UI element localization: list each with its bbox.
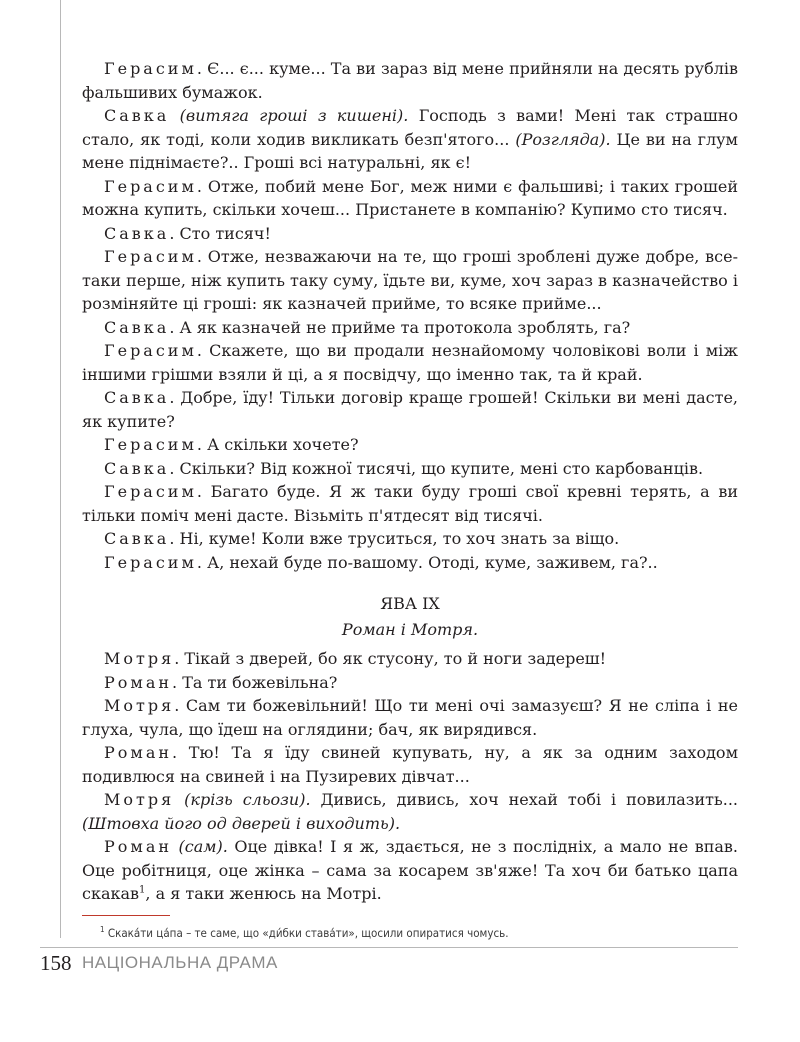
stage-direction: (Штовха його од дверей і виходить). [82,813,401,833]
dialogue-line [82,527,738,551]
speaker-name: Герасим [104,59,197,78]
line-text: Та ти божевільна? [182,672,338,692]
dialogue-line [82,57,738,104]
dialogue-line [82,788,738,835]
speaker-separator: . [169,317,180,337]
speaker-name: Роман [104,837,173,856]
speaker-separator: . [169,388,181,407]
running-title: НАЦІОНАЛЬНА ДРАМА [82,953,278,972]
line-text: Сам ти божевільний! Що ти мені очі замазуєш? Я не сліпа і не глуха, чула, що їдеш на оглядини; бач, як вирядився. [82,696,739,739]
footer-rule [40,947,738,948]
scene-heading: ЯВА IX [380,594,440,613]
line-text: Скажете, що ви продали незнайомому чоловікові воли і між іншими грішми взяли й ці, а я посвідчу, що іменно так, та й край. [82,341,738,384]
footnote-reference: 1 [139,884,146,896]
line-text: Дивись, дивись, хоч нехай тобі і повилазить... [310,790,739,809]
stage-direction: (Розгляда). [509,129,611,149]
line-text: А скільки хочете? [207,435,359,454]
speaker-separator: . [172,672,183,692]
dialogue-line [82,175,738,222]
speaker-name: Роман [104,672,173,692]
dialogue-line [82,694,738,741]
footnote-rule [82,915,170,916]
dialogue-line [82,835,738,906]
footnote-text: Скака́ти ца́па – те саме, що «ди́бки става́ти», щосили опиратися чомусь. [104,925,509,940]
speaker-separator: . [174,649,185,668]
dialogue-line [82,647,738,671]
dialogue-block-1 [82,57,738,574]
line-text: Це ви на глум мене піднімаєте?.. Гроші всі натуральні, як є! [82,129,739,172]
footnote-marker: 1 [100,925,105,934]
page-number: 158 [40,951,72,975]
dialogue-line [82,104,738,175]
speaker-name: Герасим [104,176,197,196]
line-text: Багато буде. Я ж таки буду гроші свої кревні терять, а ви тільки поміч мені дасте. Візьміть п'ятдесят від тисячі. [82,482,739,525]
stage-direction: (витяга гроші з кишені). [179,106,409,125]
page-body [82,57,738,906]
speaker-name: Мотря [104,790,175,809]
dialogue-line [82,457,738,481]
line-text: , а я таки женюсь на Мотрі. [145,884,382,903]
speaker-name: Герасим [104,341,197,360]
scene-characters: Роман і Мотря. [341,619,479,639]
dialogue-line [82,245,738,316]
line-text: Отже, побий мене Бог, меж ними є фальшиві; і таких грошей можна купить, скільки хочеш... Пристанете в компанію? Купимо сто тисяч. [82,176,739,219]
speaker-separator: . [196,59,208,78]
speaker-name: Савка [104,458,170,478]
speaker-separator [169,106,179,125]
speaker-name: Герасим [104,482,197,501]
speaker-name: Савка [104,529,170,548]
speaker-separator: . [169,223,180,243]
speaker-name: Савка [104,388,170,407]
line-text: Добре, їду! Тільки договір краще грошей! Скільки ви мені дасте, як купите? [82,388,738,431]
speaker-name: Герасим [104,247,197,266]
dialogue-line [82,433,738,457]
speaker-name: Герасим [104,552,197,572]
speaker-separator: . [174,696,186,715]
line-text: Скільки? Від кожної тисячі, що купите, мені сто карбованців. [179,458,704,478]
dialogue-line [82,741,738,788]
speaker-separator: . [196,341,210,360]
dialogue-line [82,386,738,433]
line-text: Отже, незважаючи на те, що гроші зроблені дуже добре, все-таки перше, ніж купить таку суму, їдьте ви, куме, хоч зараз в казначейство і розміняйте ці гроші: як казначей прийме, то всяке прийме... [82,247,739,313]
speaker-separator: . [196,482,211,501]
line-text: Тікай з дверей, бо як стусону, то й ноги задереш! [184,649,607,668]
speaker-name: Мотря [104,696,175,715]
line-text: Оце дівка! І я ж, здається, не з послідніх, а мало не впав. Оце робітниця, оце жінка – сама за косарем зв'яже! Та хоч би батько цапа скакав [82,837,738,903]
dialogue-line [82,480,738,527]
speaker-separator: . [169,458,180,478]
speaker-separator: . [196,552,208,572]
line-text: А, нехай буде по-вашому. Отоді, куме, заживем, га?.. [207,552,658,572]
speaker-name: Савка [104,317,170,337]
speaker-name: Герасим [104,435,197,454]
line-text: Є... є... куме... Та ви зараз від мене прийняли на десять рублів фальшивих бумажок. [82,59,739,102]
line-text: Господь з вами! Мені так страшно стало, як тоді, коли ходив викликать безп'ятого... [82,106,739,149]
speaker-name: Роман [104,743,173,762]
speaker-separator: . [196,176,208,196]
stage-direction: (сам). [178,837,228,856]
line-text: Ні, куме! Коли вже труситься, то хоч знать за віщо. [179,529,620,548]
stage-direction: (крізь сльози). [184,790,311,809]
speaker-separator: . [169,529,180,548]
speaker-separator [174,790,184,809]
speaker-name: Мотря [104,649,175,668]
dialogue-line [82,222,738,246]
speaker-name: Савка [104,223,170,243]
dialogue-line [82,316,738,340]
speaker-separator: . [196,435,208,454]
dialogue-line [82,339,738,386]
dialogue-line [82,671,738,695]
speaker-separator: . [172,743,189,762]
dialogue-line [82,551,738,575]
dialogue-block-2 [82,647,738,906]
line-text: А як казначей не прийме та протокола зроблять, га? [179,317,631,337]
line-text: Сто тисяч! [179,223,271,243]
speaker-separator: . [196,247,208,266]
speaker-name: Савка [104,106,170,125]
line-text: Тю! Та я їду свиней купувать, ну, а як за одним заходом подивлюся на свиней і на Пузиревих дівчат... [82,743,739,786]
footnote [100,922,730,941]
left-margin-rule [60,0,61,938]
